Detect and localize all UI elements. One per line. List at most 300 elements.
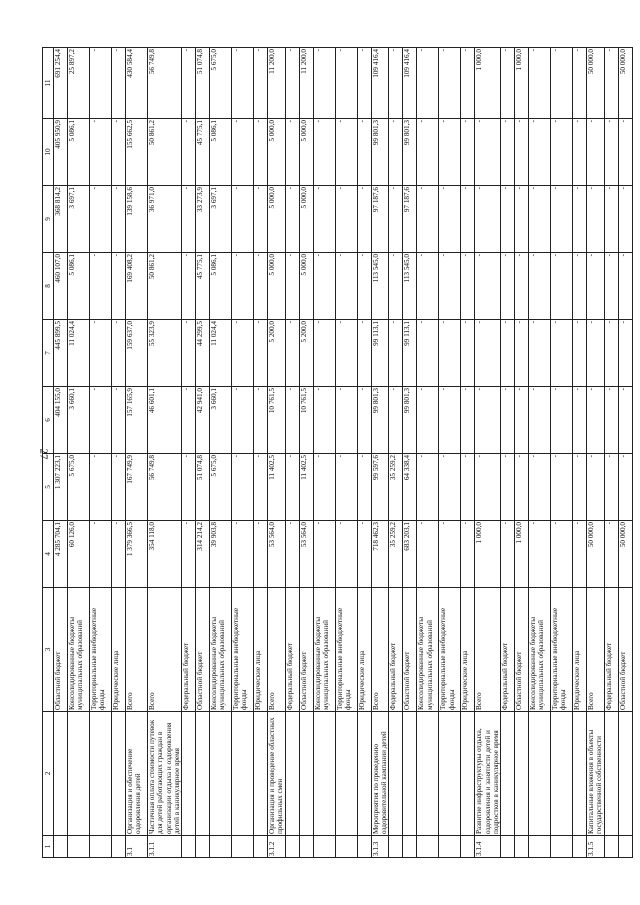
row-name [357,712,371,836]
row-value: 718 462,3 [371,521,389,588]
row-value: - [501,387,515,454]
row-value: - [461,186,475,253]
row-value: - [389,48,403,119]
row-value: - [461,48,475,119]
row-value: - [618,119,632,186]
row-name [417,712,439,836]
row-value: 35 259,2 [389,454,403,521]
row-code [90,836,112,858]
row-value: - [90,454,112,521]
row-name [403,712,417,836]
table-row [357,48,371,858]
row-value: - [439,320,461,387]
row-name: Развитие инфраструктуры отдыха, оздоровления и занятости детей и подростков в каникулярное время [475,712,501,836]
row-value: - [439,387,461,454]
row-value: - [461,253,475,320]
row-value: - [501,521,515,588]
row-value: - [461,119,475,186]
column-header: 1 [43,836,54,858]
row-code [68,836,90,858]
row-value: - [501,454,515,521]
column-header: 8 [43,253,54,320]
rotated-table-container [42,48,627,858]
row-value: - [439,119,461,186]
row-value: 99 801,3 [371,119,389,186]
header-row [43,48,54,858]
row-value: 50 000,0 [587,521,605,588]
table-row [299,48,313,858]
row-value: - [357,454,371,521]
row-funding-source: Федеральный бюджет [604,588,618,712]
row-name [54,712,68,836]
row-value: - [254,48,268,119]
row-funding-source: Всего [126,588,148,712]
row-value: - [461,320,475,387]
row-name [573,712,587,836]
row-value: - [475,454,501,521]
row-value: - [335,48,357,119]
row-code [357,836,371,858]
row-value: - [515,387,529,454]
row-value: - [618,387,632,454]
table-row [403,48,417,858]
row-value: - [439,521,461,588]
row-value: 11 024,4 [68,320,90,387]
table-row [515,48,529,858]
row-value: 157 165,9 [126,387,148,454]
row-value: - [90,253,112,320]
row-value: - [232,253,254,320]
row-value: - [313,186,335,253]
table-row [475,48,501,858]
row-value: 1 000,0 [475,521,501,588]
row-value: - [285,253,299,320]
row-value: 5 000,0 [268,186,286,253]
row-value: 3 697,1 [210,186,232,253]
row-value: - [112,454,126,521]
row-value: - [90,48,112,119]
row-value: - [90,387,112,454]
row-value: - [254,253,268,320]
row-value: - [112,387,126,454]
row-value: - [501,253,515,320]
row-value: 11 200,0 [268,48,286,119]
row-value: - [285,521,299,588]
row-value: - [573,521,587,588]
row-value: 1 000,0 [475,48,501,119]
row-value: - [515,119,529,186]
row-value: - [232,521,254,588]
table-row [417,48,439,858]
row-value: 60 126,0 [68,521,90,588]
column-header: 10 [43,119,54,186]
column-header: 7 [43,320,54,387]
row-value: - [439,48,461,119]
row-value: 404 155,0 [54,387,68,454]
row-value: 11 402,5 [299,454,313,521]
row-code [254,836,268,858]
row-value: - [389,119,403,186]
row-value: - [439,253,461,320]
row-value: 42 941,0 [196,387,210,454]
row-value: 97 187,6 [371,186,389,253]
table-row [126,48,148,858]
row-value: - [285,387,299,454]
row-name [501,712,515,836]
row-value: 5 086,1 [68,119,90,186]
column-header: 6 [43,387,54,454]
table-row [335,48,357,858]
row-value: - [529,119,551,186]
row-code [604,836,618,858]
row-name [529,712,551,836]
row-value: 5 000,0 [299,186,313,253]
row-value: 53 564,0 [299,521,313,588]
row-value: - [587,253,605,320]
table-row [313,48,335,858]
row-value: - [335,119,357,186]
row-value: - [335,320,357,387]
row-value: - [389,320,403,387]
row-value: 99 597,6 [371,454,389,521]
row-value: - [254,521,268,588]
row-value: - [461,387,475,454]
row-value: - [389,186,403,253]
column-header: 9 [43,186,54,253]
row-value: - [529,521,551,588]
row-value: 36 971,0 [148,186,182,253]
row-value: 5 675,0 [68,454,90,521]
row-value: - [587,320,605,387]
row-value: - [232,320,254,387]
row-value: - [182,253,196,320]
row-value: - [515,454,529,521]
row-value: - [112,48,126,119]
row-code [285,836,299,858]
row-value: - [529,320,551,387]
row-value: - [551,320,573,387]
row-funding-source: Областной бюджет [618,588,632,712]
row-code: 3.1.2 [268,836,286,858]
row-value: - [604,454,618,521]
row-value: - [232,387,254,454]
row-value: - [357,387,371,454]
row-value: 64 338,4 [403,454,417,521]
row-code: 3.1.3 [371,836,389,858]
row-value: - [112,186,126,253]
row-value: 56 749,8 [148,454,182,521]
row-value: - [112,119,126,186]
row-value: - [515,186,529,253]
row-value: 99 801,3 [371,387,389,454]
row-value: 99 113,1 [403,320,417,387]
row-name [232,712,254,836]
row-funding-source: Территориальные внебюджетные фонды [335,588,357,712]
row-value: - [417,253,439,320]
row-value: - [604,119,618,186]
row-code [335,836,357,858]
row-value: - [232,48,254,119]
row-value: - [182,521,196,588]
row-value: - [112,320,126,387]
row-value: - [551,186,573,253]
column-header: 11 [43,48,54,119]
row-value: 99 113,1 [371,320,389,387]
row-value: - [313,521,335,588]
table-row [68,48,90,858]
row-value: 50 861,2 [148,119,182,186]
row-value: - [285,454,299,521]
row-funding-source: Территориальные внебюджетные фонды [90,588,112,712]
row-value: - [573,48,587,119]
row-value: - [335,387,357,454]
row-value: - [417,454,439,521]
table-row [573,48,587,858]
rotated-sheet [42,48,627,858]
budget-table [42,47,633,858]
row-name [461,712,475,836]
table-row [618,48,632,858]
row-funding-source: Консолидированные бюджеты муниципальных образований [68,588,90,712]
row-code [210,836,232,858]
row-value: - [573,387,587,454]
row-name: Мероприятия по проведению оздоровительной кампании детей [371,712,389,836]
row-value: - [604,387,618,454]
row-value: - [335,521,357,588]
row-value: 683 203,1 [403,521,417,588]
row-code [299,836,313,858]
row-name [618,712,632,836]
row-value: - [573,186,587,253]
row-name [313,712,335,836]
row-value: 1 307 223,1 [54,454,68,521]
row-value: 45 775,1 [196,253,210,320]
table-body [54,48,633,858]
row-value: 99 801,3 [403,119,417,186]
table-row [90,48,112,858]
row-value: - [90,320,112,387]
row-value: - [389,253,403,320]
table-row [196,48,210,858]
row-funding-source: Юридические лица [461,588,475,712]
row-value: - [90,119,112,186]
table-row [232,48,254,858]
row-value: - [618,454,632,521]
table-row [285,48,299,858]
row-value: - [232,186,254,253]
row-value: - [285,186,299,253]
row-value: - [313,253,335,320]
row-value: - [313,387,335,454]
row-value: 56 749,8 [148,48,182,119]
row-value: - [515,320,529,387]
row-value: 46 601,1 [148,387,182,454]
row-name: Капитальные вложения в объекты государственной собственности [587,712,605,836]
row-value: 113 545,0 [371,253,389,320]
row-value: 430 584,4 [126,48,148,119]
row-value: 5 675,0 [210,48,232,119]
row-value: - [417,387,439,454]
row-code [439,836,461,858]
column-header: 4 [43,521,54,588]
table-row [268,48,286,858]
row-value: 5 086,1 [210,119,232,186]
row-name [551,712,573,836]
row-value: - [232,454,254,521]
row-value: - [285,48,299,119]
row-value: - [461,454,475,521]
row-code [501,836,515,858]
column-header: 5 [43,454,54,521]
row-value: - [551,454,573,521]
row-name [196,712,210,836]
row-value: - [90,521,112,588]
row-name [335,712,357,836]
row-funding-source: Территориальные внебюджетные фонды [232,588,254,712]
row-code [417,836,439,858]
row-value: 39 903,8 [210,521,232,588]
row-value: 10 761,5 [299,387,313,454]
row-value: - [417,186,439,253]
row-value: - [313,48,335,119]
row-value: 405 950,9 [54,119,68,186]
row-funding-source: Федеральный бюджет [389,588,403,712]
table-row [501,48,515,858]
row-code [112,836,126,858]
row-value: 5 000,0 [299,253,313,320]
row-value: 51 074,8 [196,454,210,521]
row-value: - [604,320,618,387]
row-value: - [587,186,605,253]
table-row [461,48,475,858]
row-value: 3 697,1 [68,186,90,253]
row-value: 45 775,1 [196,119,210,186]
row-code [54,836,68,858]
row-value: 460 107,0 [54,253,68,320]
row-value: 35 259,2 [389,521,403,588]
table-row [254,48,268,858]
row-name [389,712,403,836]
table-row [112,48,126,858]
row-value: 1 379 366,5 [126,521,148,588]
row-value: - [551,119,573,186]
table-row [604,48,618,858]
row-value: 44 299,5 [196,320,210,387]
table-row [148,48,182,858]
row-value: 50 000,0 [587,48,605,119]
row-value: 97 187,6 [403,186,417,253]
row-value: - [604,48,618,119]
row-value: 11 024,4 [210,320,232,387]
row-code: 3.1.4 [475,836,501,858]
row-value: 99 801,3 [403,387,417,454]
row-value: - [551,521,573,588]
row-funding-source: Территориальные внебюджетные фонды [551,588,573,712]
row-value: 5 086,1 [68,253,90,320]
row-value: 50 000,0 [618,521,632,588]
row-value: - [461,521,475,588]
row-name [515,712,529,836]
row-value: 169 408,2 [126,253,148,320]
row-value: 50 000,0 [618,48,632,119]
row-value: - [475,119,501,186]
row-value: - [357,521,371,588]
row-value: 33 273,9 [196,186,210,253]
row-value: 51 074,8 [196,48,210,119]
row-value: 3 660,1 [68,387,90,454]
row-value: - [573,253,587,320]
row-value: - [529,48,551,119]
row-value: - [529,253,551,320]
row-name [210,712,232,836]
row-code [551,836,573,858]
row-value: 113 545,0 [403,253,417,320]
row-funding-source: Областной бюджет [515,588,529,712]
row-value: - [335,186,357,253]
row-value: 10 761,5 [268,387,286,454]
row-value: - [475,253,501,320]
row-value: - [529,186,551,253]
row-value: 25 897,2 [68,48,90,119]
row-value: - [439,454,461,521]
row-funding-source: Областной бюджет [403,588,417,712]
row-value: - [357,48,371,119]
row-value: - [587,119,605,186]
row-value: 5 000,0 [268,119,286,186]
row-value: - [112,521,126,588]
row-code: 3.1 [126,836,148,858]
row-value: - [475,186,501,253]
row-value: 155 662,5 [126,119,148,186]
row-value: - [389,387,403,454]
table-row [371,48,389,858]
row-code [232,836,254,858]
row-value: 354 118,0 [148,521,182,588]
row-value: - [285,119,299,186]
row-funding-source: Консолидированные бюджеты муниципальных образований [529,588,551,712]
row-funding-source: Юридические лица [254,588,268,712]
page-number: 27 [37,448,50,460]
row-value: - [573,119,587,186]
row-code [196,836,210,858]
table-row [551,48,573,858]
row-value: 109 416,4 [403,48,417,119]
row-value: 5 200,0 [268,320,286,387]
row-value: - [90,186,112,253]
table-row [389,48,403,858]
row-value: - [182,320,196,387]
row-value: - [475,387,501,454]
row-funding-source: Областной бюджет [54,588,68,712]
row-value: 691 254,4 [54,48,68,119]
row-value: - [417,320,439,387]
row-code [461,836,475,858]
row-value: - [439,186,461,253]
row-code [389,836,403,858]
row-value: - [254,320,268,387]
row-value: 53 564,0 [268,521,286,588]
row-funding-source: Федеральный бюджет [285,588,299,712]
row-name: Организация и обеспечение оздоровления детей [126,712,148,836]
row-value: 5 086,1 [210,253,232,320]
row-value: - [501,48,515,119]
row-funding-source: Федеральный бюджет [182,588,196,712]
row-value: - [182,387,196,454]
row-value: - [618,320,632,387]
row-value: 3 660,1 [210,387,232,454]
column-header: 3 [43,588,54,712]
row-name [299,712,313,836]
